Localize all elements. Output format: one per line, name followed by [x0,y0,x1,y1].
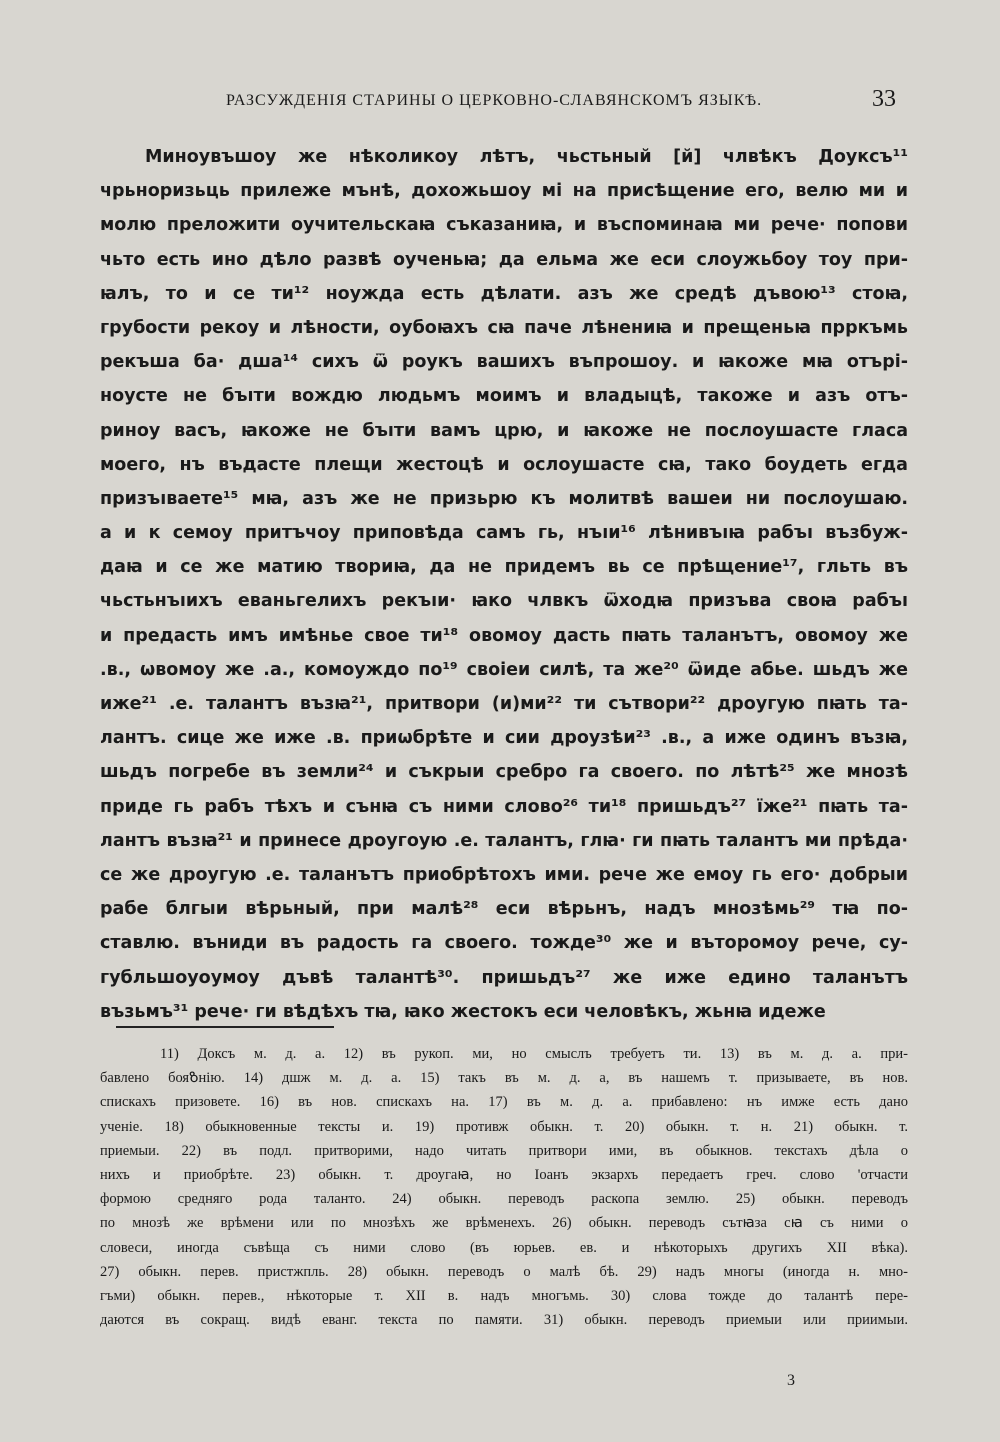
text-line: ꙗлъ, то и се ти¹² ноужда есть дѣлати. азъ же средѣ дъвою¹³ стоꙗ, [100,283,908,304]
footnote-line: бавлено бояᲖнію. 14) дшж м. д. а. 15) такъ въ м. д. а, въ нашемъ т. призываете, въ нов. [100,1070,908,1087]
footnote-line: формою средняго рода таланто. 24) обыкн. переводъ раскопа землю. 25) обыкн. переводъ [100,1191,908,1208]
footnote-line: даются въ сокращ. видѣ еванг. текста по памяти. 31) обыкн. переводъ приемыи или приимыи. [100,1312,908,1329]
footnote-line: гъми) обыкн. перев., нѣкоторые т. XII в. надъ многъмь. 30) слова тожде до талантѣ пере- [100,1287,908,1304]
text-line: .в., ѡвомоу же .а., комоуждо по¹⁹ своіеи силѣ, та же²⁰ ѿиде абье. шьдъ же [100,659,908,680]
text-line: рабе блгыи вѣрьный, при малѣ²⁸ еси вѣрьнъ, надъ мнозѣмь²⁹ тꙗ по- [100,899,908,920]
text-line: грубости рекоу и лѣности, оубоꙗхъ сꙗ паче лѣнениꙗ и прещеньꙗ прркъмь [100,317,908,338]
footnote-line: приемыи. 22) въ подл. притворими, надо читать притвори ими, въ обыкнов. текстахъ дѣла о [100,1142,908,1159]
text-line: и предасть имъ имѣнье свое ти¹⁸ овомоу дасть пꙗть таланътъ, овомоу же [100,625,908,646]
footnote-divider [116,1026,334,1028]
footnote-line: по мнозѣ же врѣмени или по мнозѣхъ же врѣменехъ. 26) обыкн. переводъ сътꙗза сꙗ съ ними о [100,1215,908,1232]
text-line: ноусте не бъıти вождю людьмъ моимъ и владыцѣ, такоже и азъ отъ- [100,386,908,407]
text-line: а и к семоу притъчоу приповѣда самъ гь, нъıи¹⁶ лѣнивъıꙗ рабъı възбуж- [100,523,908,544]
main-text [100,140,908,1029]
text-line: чрьноризьць прилеже мънѣ, дохожьшоу мі на присѣщение его, велю ми и [100,181,908,202]
text-line: призъıваете¹⁵ мꙗ, азъ же не призьрю къ молитвѣ вашеи ни послоушаю. [100,488,908,509]
running-title: РАЗСУЖДЕНІЯ СТАРИНЫ О ЦЕРКОВНО-СЛАВЯНСКОМЪ ЯЗЫКѢ. [226,92,763,109]
text-line: чьстьнъıихъ еваньгелихъ рекъıи· ꙗко члвкъ ѿходꙗ призъва своꙗ рабъı [100,591,908,612]
text-line: лантъ възꙗ²¹ и принесе дроугоую .е. талантъ, глꙗ· ги пꙗть талантъ ми прѣда· [100,830,908,851]
text-line: губльшоуоумоу дъвѣ талантѣ³⁰. пришьдъ²⁷ же иже едино таланътъ [100,967,908,988]
text-line: даꙗ и се же матию твориꙗ, да не придемъ вь се прѣщение¹⁷, гльть въ [100,557,908,578]
text-line: ставлю. въниди въ радость га своего. тожде³⁰ же и въторомоу рече, су- [100,933,908,954]
signature-mark: 3 [787,1372,795,1389]
text-line: приде гь рабъ тѣхъ и сънꙗ съ ними слово²⁶ ти¹⁸ пришьдъ²⁷ їже²¹ пꙗть та- [100,796,908,817]
footnote-line: 27) обыкн. перев. пристжпль. 28) обыкн. переводъ о малѣ бѣ. 29) надъ многы (иногда н. мно- [100,1263,908,1280]
text-line: Миноувъшоу же нѣколикоу лѣтъ, чьстьный [й] члвѣкъ Доуксъ¹¹ [145,147,908,167]
text-line: иже²¹ .е. талантъ възꙗ²¹, притвори (и)ми²² ти сътвори²² дроугую пꙗть та- [100,694,908,714]
text-line: се же дроугую .е. таланътъ приобрѣтохъ ими. рече же емоу гь его· добрыи [100,864,908,885]
text-line: лантъ. сице же иже .в. приѡбрѣте и сии дроузѣи²³ .в., а иже одинъ възꙗ, [100,728,908,749]
footnote-line: ученіе. 18) обыкновенные тексты и. 19) противж обыкн. т. 20) обыкн. т. н. 21) обыкн. т. [100,1118,908,1135]
footnote-line: словеси, иногда съвѣща съ ними слово (въ юрьев. ев. и нѣкоторыхъ другихъ XII вѣка). [100,1239,908,1256]
text-line: рекъша ба· дша¹⁴ сихъ ѿ роукъ вашихъ въпрошоу. и ꙗкоже мꙗ отърі- [100,352,908,373]
page-number: 33 [872,86,896,112]
text-line: чьто есть ино дѣло развѣ оученьꙗ; да ельма же еси слоужьбоу тоу при- [100,249,908,270]
text-line: риноу васъ, ꙗкоже не бъıти вамъ црю, и ꙗкоже не послоушасте гласа [100,420,908,441]
footnote-line: спискахъ призовете. 16) въ нов. спискахъ на. 17) въ м. д. а. прибавлено: нъ имже есть дано [100,1094,908,1111]
footnote-line: 11) Доксъ м. д. а. 12) въ рукоп. ми, но смыслъ требуетъ ти. 13) въ м. д. а. при- [160,1046,908,1062]
text-line: моего, нъ въдасте плещи жестоцѣ и ослоушасте сꙗ, тако боудеть егда [100,454,908,475]
text-line: молю преложити оучительскаꙗ съказаниꙗ, и въспоминаꙗ ми рече· попови [100,215,908,236]
footnotes [100,1042,908,1332]
text-line: възьмъ³¹ рече· ги вѣдѣхъ тꙗ, ꙗко жестокъ еси человѣкъ, жьнꙗ идеже [100,1001,826,1022]
text-line: шьдъ погребе въ земли²⁴ и съкрыи сребро га своего. по лѣтѣ²⁵ же мнозѣ [100,762,908,783]
footnote-line: нихъ и приобрѣте. 23) обыкн. т. дроугаꙗ, но Іоанъ экзархъ передаетъ греч. слово 'отчасти [100,1166,908,1183]
